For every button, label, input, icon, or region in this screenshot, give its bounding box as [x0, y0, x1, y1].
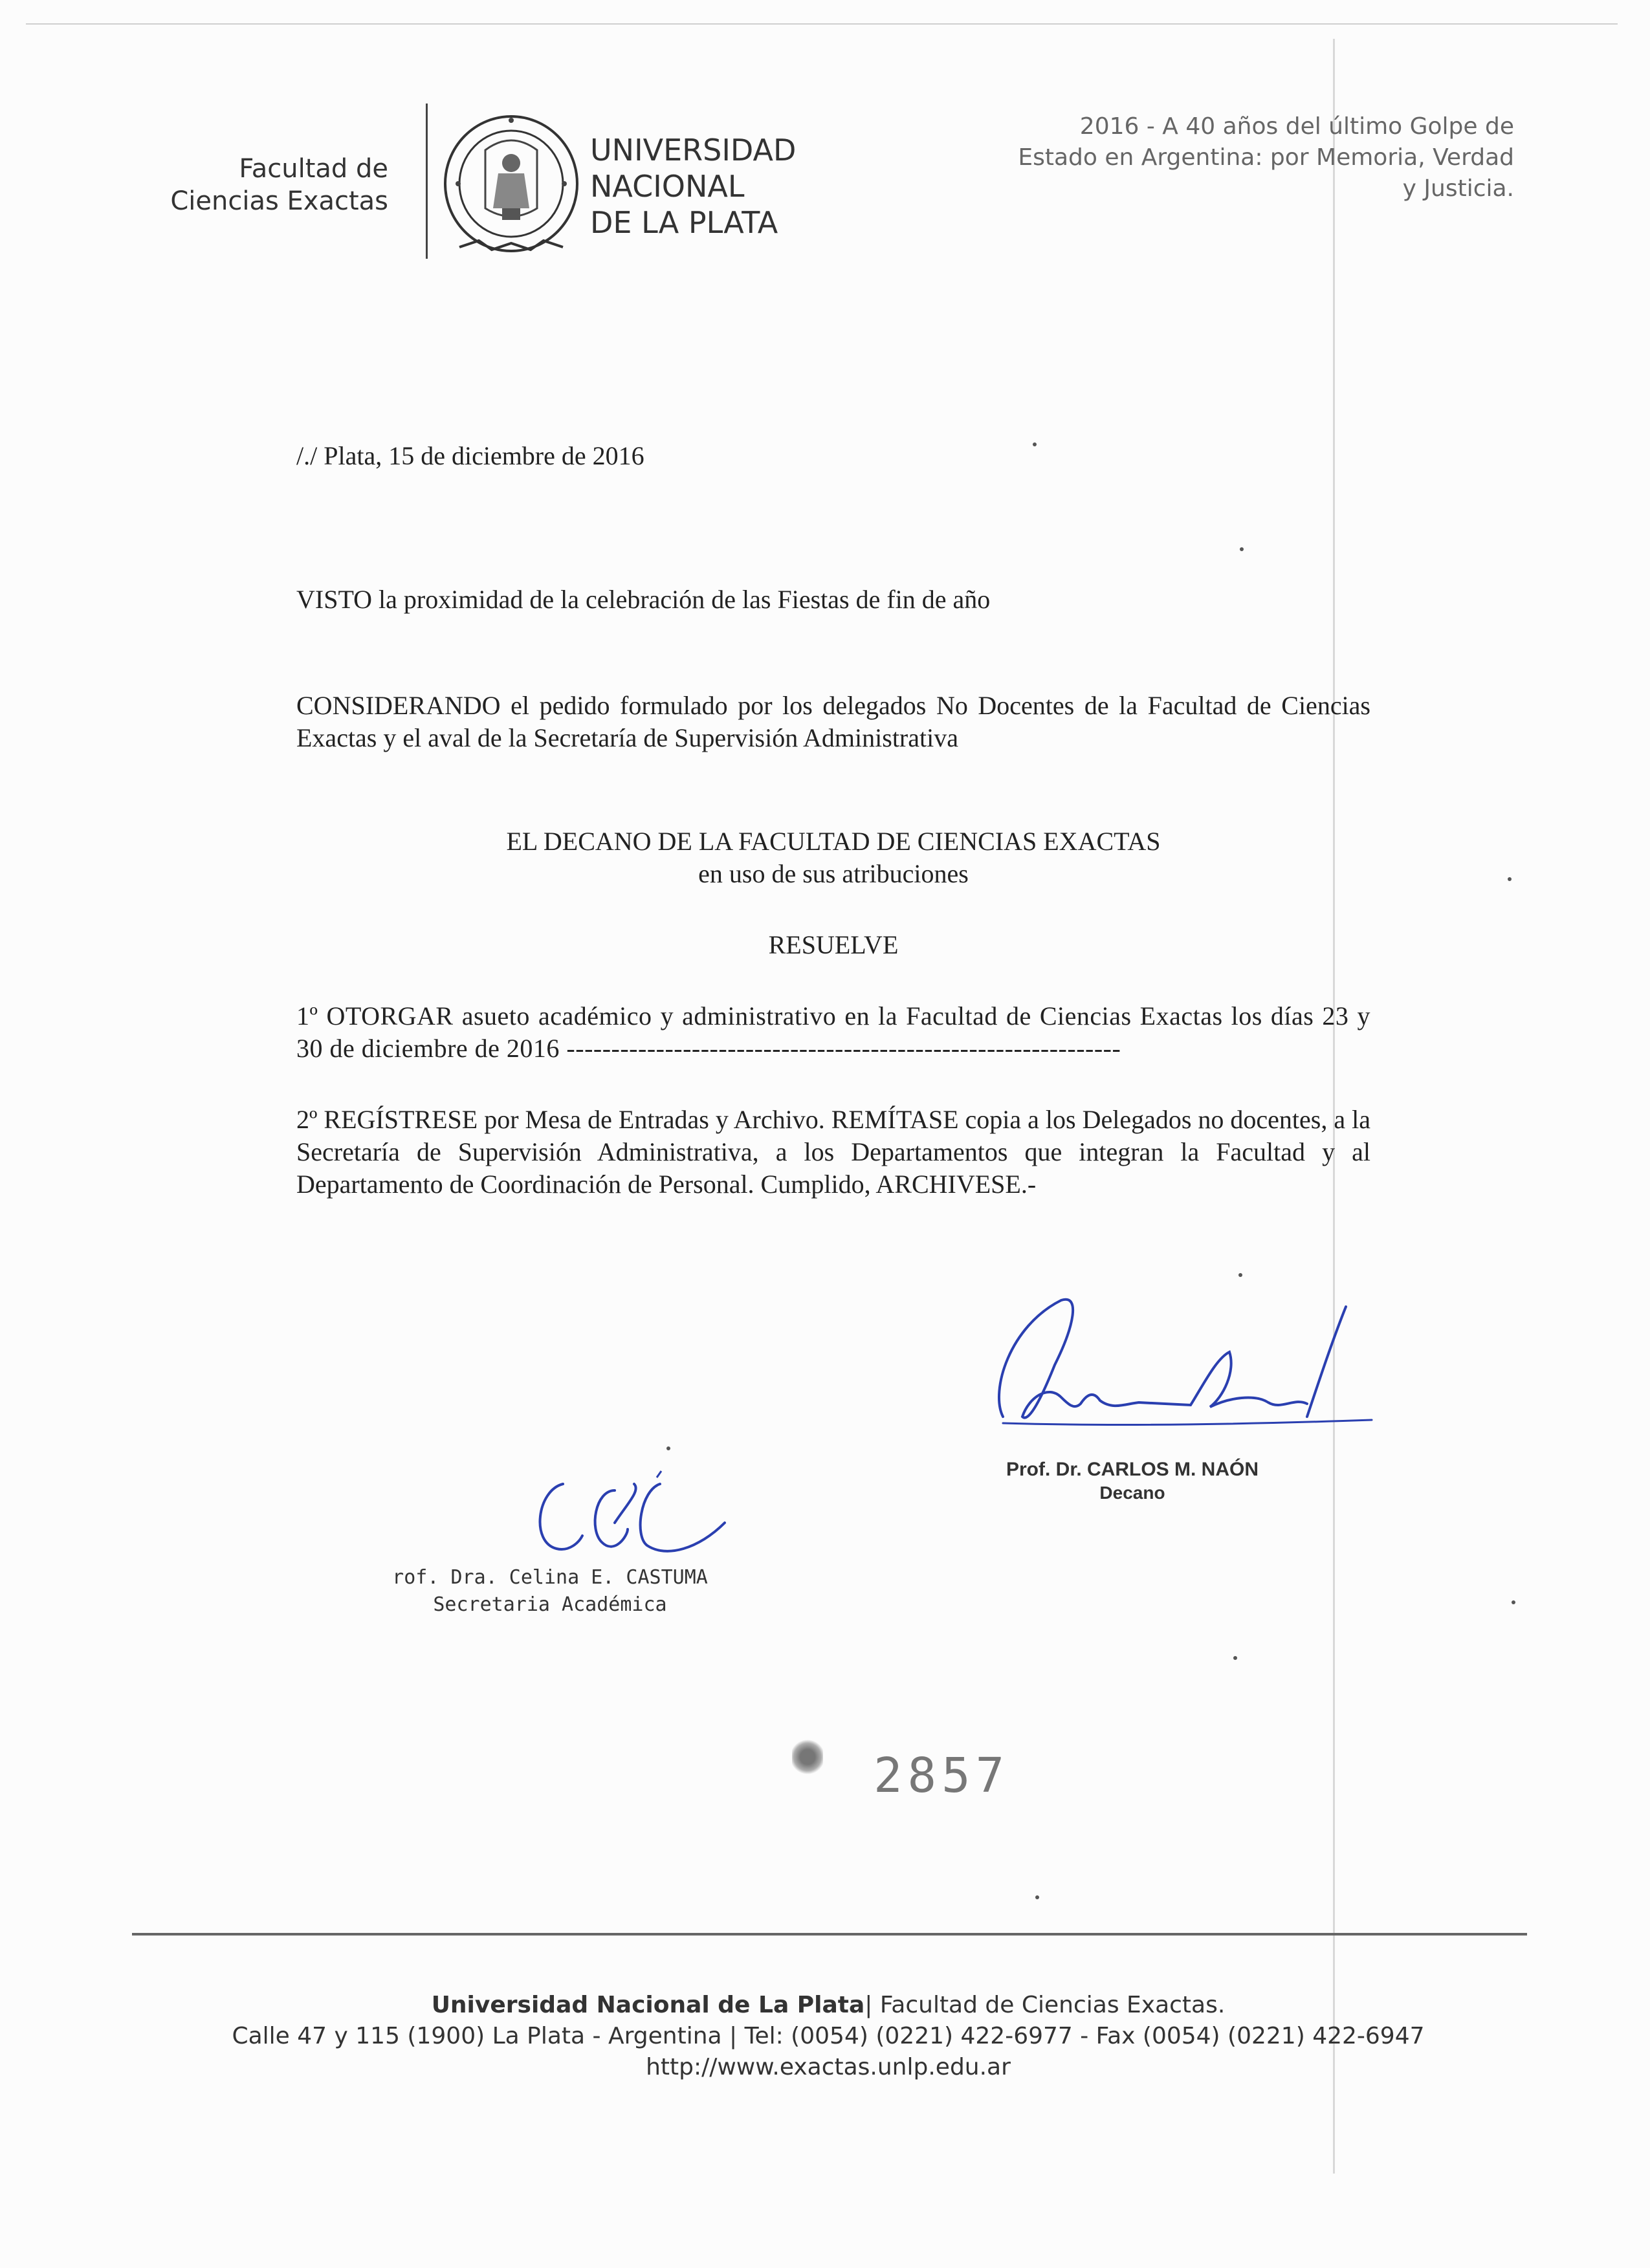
scan-speck: [1238, 1273, 1242, 1277]
secretary-signature-icon: [518, 1465, 731, 1568]
university-seal-icon: [440, 111, 582, 261]
footer-faculty: | Facultad de Ciencias Exactas.: [864, 1992, 1226, 2018]
document-number: 2857: [874, 1748, 1010, 1804]
scan-speck: [1233, 1656, 1237, 1660]
header-motto: 2016 - A 40 años del último Golpe de Estado en Argentina: por Memoria, Verdad y Justicia.: [1018, 113, 1514, 202]
visto-paragraph: VISTO la proximidad de la celebración de las Fiestas de fin de año: [296, 585, 991, 614]
scan-speck: [1033, 442, 1037, 446]
scan-speck: [1035, 1895, 1039, 1899]
faculty-name: Facultad de Ciencias Exactas: [170, 154, 388, 216]
dean-name: Prof. Dr. CARLOS M. NAÓN: [1006, 1459, 1259, 1480]
footer-university: Universidad Nacional de La Plata: [431, 1992, 865, 2018]
resuelve-heading: RESUELVE: [768, 930, 899, 959]
authority-title: EL DECANO DE LA FACULTAD DE CIENCIAS EXACTAS: [506, 827, 1161, 856]
header-divider: [426, 104, 428, 259]
university-name: UNIVERSIDAD NACIONAL DE LA PLATA: [590, 133, 797, 240]
scan-speck: [1508, 877, 1512, 881]
footer-website: http://www.exactas.unlp.edu.ar: [646, 2054, 1011, 2080]
article-1: 1º OTORGAR asueto académico y administrativo en la Facultad de Ciencias Exactas los días 23 y 30 de diciembre de 2016 --------------------------------------------------------------: [296, 1001, 1370, 1063]
dean-title: Decano: [1099, 1483, 1165, 1503]
footer-line-1: [129, 1990, 1527, 2021]
scan-speck: [1512, 1600, 1515, 1604]
authority-subtitle: en uso de sus atribuciones: [698, 859, 969, 888]
dean-signature-block: [977, 1458, 1288, 1505]
footer: [129, 1990, 1527, 2083]
date-line: /./ Plata, 15 de diciembre de 2016: [296, 441, 644, 470]
article-2: 2º REGÍSTRESE por Mesa de Entradas y Archivo. REMÍTASE copia a los Delegados no docentes, a la Secretaría de Supervisión Administrativa, a los Departamentos que integran la Facultad y al Departamento de Coordinación de Personal. Cumplido, ARCHIVESE.-: [296, 1105, 1370, 1199]
scan-speck: [666, 1446, 670, 1450]
considerando-paragraph: CONSIDERANDO el pedido formulado por los delegados No Docentes de la Facultad de Ciencias Exactas y el aval de la Secretaría de Supervisión Administrativa: [296, 691, 1370, 752]
stamp-mark-icon: [792, 1738, 823, 1776]
secretary-title: Secretaria Académica: [433, 1593, 667, 1616]
footer-address: Calle 47 y 115 (1900) La Plata - Argentina | Tel: (0054) (0221) 422-6977 - Fax (0054) (0221) 422-6947: [232, 2023, 1425, 2049]
secretary-signature-block: [349, 1564, 751, 1619]
footer-rule: [132, 1933, 1527, 1935]
secretary-name: rof. Dra. Celina E. CASTUMA: [392, 1566, 708, 1589]
scan-top-edge: [26, 23, 1618, 25]
scan-speck: [1240, 547, 1244, 551]
dean-signature-icon: [984, 1287, 1385, 1456]
